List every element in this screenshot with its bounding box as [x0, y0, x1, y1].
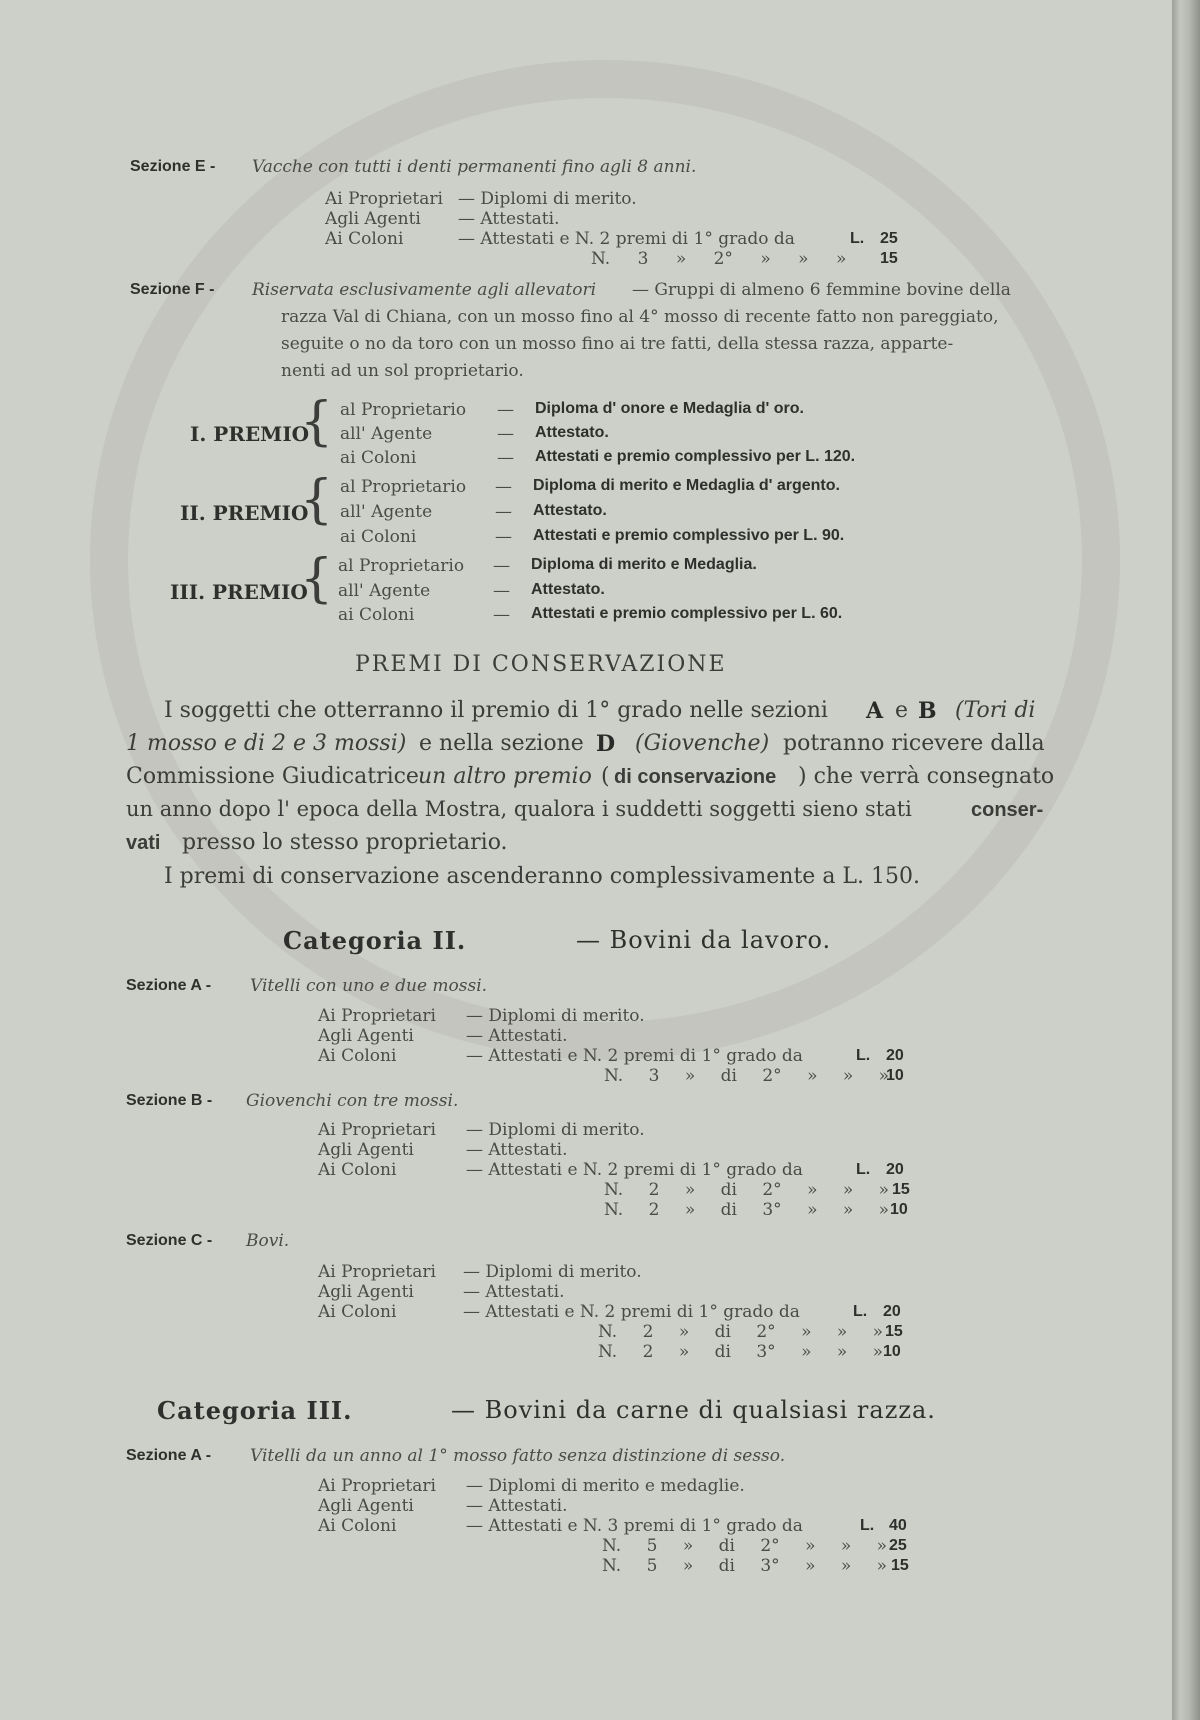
premio-recipient: all' Agente: [340, 424, 433, 444]
section-desc: seguite o no da toro con un mosso fino ai tre fatti, della stessa razza, apparte-: [281, 334, 954, 354]
premio-recipient: ai Coloni: [340, 448, 417, 468]
currency: L.: [850, 230, 865, 247]
section-label: Sezione A -: [126, 1447, 212, 1464]
paragraph-text: presso lo stesso proprietario.: [182, 830, 508, 855]
prize-amount: 40: [889, 1517, 907, 1534]
section-desc: Vitelli con uno e due mossi.: [250, 976, 488, 996]
award: — Attestati e N. 2 premi di 1° grado da: [463, 1302, 800, 1322]
premio-award: Attestato.: [535, 424, 609, 441]
recipient: Agli Agenti: [318, 1282, 414, 1302]
recipient: Agli Agenti: [318, 1496, 414, 1516]
prize-amount: 20: [886, 1047, 904, 1064]
brace: {: [300, 549, 334, 609]
section-label: Sezione C -: [126, 1232, 213, 1249]
award: — Attestati.: [458, 209, 560, 229]
award-row: N. 2 » di 2° » » »: [598, 1322, 884, 1342]
premio-award: Diploma d' onore e Medaglia d' oro.: [535, 400, 804, 417]
recipient: Ai Coloni: [318, 1516, 397, 1536]
premio-recipient: all' Agente: [340, 502, 433, 522]
page-fold-edge: [1172, 0, 1200, 1720]
brace: {: [300, 392, 334, 452]
section-desc: Giovenchi con tre mossi.: [246, 1091, 459, 1111]
award: — Attestati e N. 2 premi di 1° grado da: [458, 229, 795, 249]
section-desc: Vacche con tutti i denti permanenti fino agli 8 anni.: [252, 157, 697, 177]
section-letter: D: [596, 731, 616, 757]
section-label: Sezione F -: [130, 281, 215, 298]
award: — Attestati.: [466, 1496, 568, 1516]
recipient: Ai Proprietari: [318, 1476, 436, 1496]
award: — Diplomi di merito.: [463, 1262, 642, 1282]
award-row: N. 2 » di 3° » » »: [598, 1342, 884, 1362]
prize-amount: 20: [883, 1303, 901, 1320]
premio-recipient: al Proprietario: [340, 477, 467, 497]
section-desc: Bovi.: [246, 1231, 290, 1251]
recipient: Ai Proprietari: [325, 189, 443, 209]
premio-award: Attestati e premio complessivo per L. 90.: [533, 527, 845, 544]
premio-award: Attestato.: [533, 502, 607, 519]
category-subtitle: — Bovini da lavoro.: [576, 926, 832, 954]
dash: —: [493, 556, 510, 576]
paragraph-bold: di conservazione: [614, 766, 777, 788]
dash: —: [493, 581, 510, 601]
premio-award: Diploma di merito e Medaglia d' argento.: [533, 477, 840, 494]
section-desc: nenti ad un sol proprietario.: [281, 361, 524, 381]
award: — Attestati e N. 2 premi di 1° grado da: [466, 1046, 803, 1066]
section-label: Sezione A -: [126, 977, 212, 994]
recipient: Agli Agenti: [318, 1140, 414, 1160]
award-row: N. 5 » di 2° » » »: [602, 1536, 888, 1556]
paragraph-text: (: [601, 764, 610, 789]
prize-amount: 25: [880, 230, 898, 247]
section-desc: razza Val di Chiana, con un mosso fino al 4° mosso di recente fatto non pareggiato,: [281, 307, 999, 327]
paragraph-bold: vati: [126, 832, 161, 854]
prize-amount: 10: [883, 1343, 901, 1360]
premio-recipient: ai Coloni: [340, 527, 417, 547]
award: — Attestati.: [463, 1282, 565, 1302]
section-desc: — Gruppi di almeno 6 femmine bovine della: [632, 280, 1011, 300]
paragraph-italic: (Giovenche): [635, 731, 770, 756]
dash: —: [497, 400, 514, 420]
paragraph-text: potranno ricevere dalla: [783, 731, 1045, 756]
paragraph-text: I premi di conservazione ascenderanno complessivamente a L. 150.: [164, 864, 921, 889]
section-desc: Vitelli da un anno al 1° mosso fatto senza distinzione di sesso.: [250, 1446, 786, 1466]
prize-amount: 15: [885, 1323, 903, 1340]
premio-recipient: al Proprietario: [338, 556, 465, 576]
paragraph-bold: conser-: [971, 799, 1044, 821]
paragraph-text: ) che verrà consegnato: [798, 764, 1055, 789]
premio-recipient: ai Coloni: [338, 605, 415, 625]
paragraph-text: un anno dopo l' epoca della Mostra, qualora i suddetti soggetti sieno stati: [126, 797, 912, 821]
premio-title: I. PREMIO: [190, 422, 310, 446]
recipient: Ai Coloni: [318, 1046, 397, 1066]
award: — Diplomi di merito.: [458, 189, 637, 209]
premio-recipient: al Proprietario: [340, 400, 467, 420]
prize-amount: 10: [890, 1201, 908, 1218]
premio-award: Attestati e premio complessivo per L. 120.: [535, 448, 856, 465]
section-letter: A: [866, 698, 884, 724]
award: — Diplomi di merito e medaglie.: [466, 1476, 745, 1496]
recipient: Ai Proprietari: [318, 1262, 436, 1282]
dash: —: [495, 527, 512, 547]
award-row: N. 2 » di 3° » » »: [604, 1200, 890, 1220]
award: — Attestati.: [466, 1026, 568, 1046]
section-letter: B: [918, 698, 937, 724]
dash: —: [493, 605, 510, 625]
prize-amount: 20: [886, 1161, 904, 1178]
currency: L.: [856, 1161, 871, 1178]
recipient: Ai Proprietari: [318, 1006, 436, 1026]
recipient: Agli Agenti: [325, 209, 421, 229]
section-desc-italic: Riservata esclusivamente agli allevatori: [252, 280, 597, 300]
recipient: Ai Coloni: [325, 229, 404, 249]
premio-recipient: all' Agente: [338, 581, 431, 601]
section-label: Sezione B -: [126, 1092, 213, 1109]
award-row: N. 2 » di 2° » » »: [604, 1180, 890, 1200]
paragraph-italic: un altro premio: [418, 764, 592, 789]
dash: —: [497, 424, 514, 444]
award: — Attestati.: [466, 1140, 568, 1160]
prize-amount: 15: [880, 250, 898, 267]
brace: {: [300, 470, 334, 530]
paragraph-text: e: [895, 698, 909, 723]
prize-amount: 15: [892, 1181, 910, 1198]
paragraph-italic: 1 mosso e di 2 e 3 mossi): [126, 731, 407, 756]
paragraph-text: I soggetti che otterranno il premio di 1° grado nelle sezioni: [164, 698, 828, 723]
award: — Diplomi di merito.: [466, 1120, 645, 1140]
dash: —: [495, 477, 512, 497]
award-row: N. 3 » 2° » » »: [591, 249, 847, 269]
award: — Attestati e N. 3 premi di 1° grado da: [466, 1516, 803, 1536]
currency: L.: [856, 1047, 871, 1064]
award: — Attestati e N. 2 premi di 1° grado da: [466, 1160, 803, 1180]
award-row: N. 5 » di 3° » » »: [602, 1556, 888, 1576]
recipient: Ai Coloni: [318, 1160, 397, 1180]
award-row: N. 3 » di 2° » » »: [604, 1066, 890, 1086]
paragraph-text: e nella sezione: [419, 731, 584, 756]
prize-amount: 25: [889, 1537, 907, 1554]
dash: —: [497, 448, 514, 468]
currency: L.: [860, 1517, 875, 1534]
premio-award: Attestati e premio complessivo per L. 60.: [531, 605, 843, 622]
category-title: Categoria III.: [157, 1396, 353, 1425]
dash: —: [495, 502, 512, 522]
section-heading: PREMI DI CONSERVAZIONE: [355, 652, 727, 677]
recipient: Ai Proprietari: [318, 1120, 436, 1140]
paragraph-text: Commissione Giudicatrice: [126, 764, 419, 789]
category-title: Categoria II.: [283, 926, 467, 955]
currency: L.: [853, 1303, 868, 1320]
premio-award: Diploma di merito e Medaglia.: [531, 556, 757, 573]
category-subtitle: — Bovini da carne di qualsiasi razza.: [451, 1396, 936, 1424]
prize-amount: 10: [886, 1067, 904, 1084]
premio-award: Attestato.: [531, 581, 605, 598]
section-label: Sezione E -: [130, 158, 216, 175]
paragraph-italic: (Tori di: [955, 698, 1036, 723]
premio-title: III. PREMIO: [170, 580, 308, 604]
recipient: Ai Coloni: [318, 1302, 397, 1322]
recipient: Agli Agenti: [318, 1026, 414, 1046]
award: — Diplomi di merito.: [466, 1006, 645, 1026]
prize-amount: 15: [891, 1557, 909, 1574]
premio-title: II. PREMIO: [180, 501, 309, 525]
